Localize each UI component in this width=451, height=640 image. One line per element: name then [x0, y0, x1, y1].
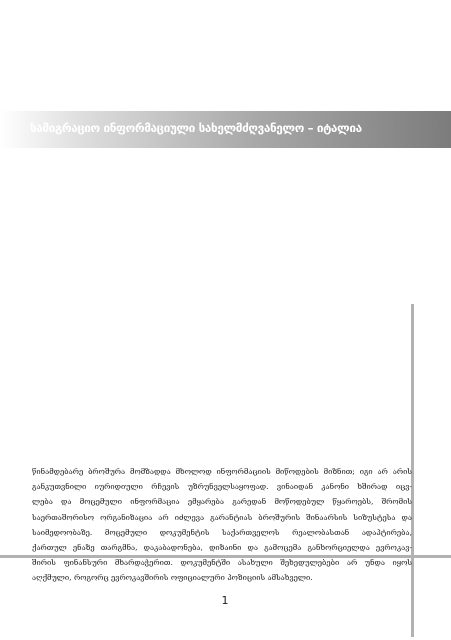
- page-number: 1: [221, 594, 229, 607]
- paragraph-line: საერთაშორისო ორგანიზაცია არ იძლევა გარანტიას ბროშურის შინაარსის სიზუსტესა და: [32, 512, 412, 522]
- paragraph-line: განკუთვნილი იურიდიული რჩევის უზრუნველსაყოფად. ვინაიდან კანონი ხშირად იცვ-: [32, 482, 412, 492]
- paragraph-line: აღქმული, როგორც ევროკავშირის ოფიციალური პოზიციის ამსახველი.: [32, 573, 313, 583]
- page-title: სამიგრაციო ინფორმაციული სახელმძღვანელო – იტალია: [30, 121, 362, 135]
- paragraph-line: წინამდებარე ბროშურა მომზადდა მხოლოდ ინფორმაციის მიწოდების მიზნით; იგი არ არის: [32, 467, 412, 476]
- paragraph-line: საიმედოობაზე. მოცემული დოკუმენტის საქართველოს რეალობასთან ადაპტირება,: [32, 527, 412, 537]
- paragraph-line: შირის ფინანსური მხარდაჭერით. დოკუმენტში ასახული შეხედულებები არ უნდა იყოს: [32, 558, 412, 568]
- paragraph-line: ქართულ ენაზე თარგმნა, დაკაბადონება, დიზაინი და გამოცემა განხორციელდა ევროკავ-: [32, 543, 412, 553]
- paragraph-line: ლება და მოცემული ინფორმაცია ემყარება გარედან მოწოდებულ წყაროებს, შრომის: [32, 497, 412, 507]
- disclaimer-paragraph: [32, 464, 412, 586]
